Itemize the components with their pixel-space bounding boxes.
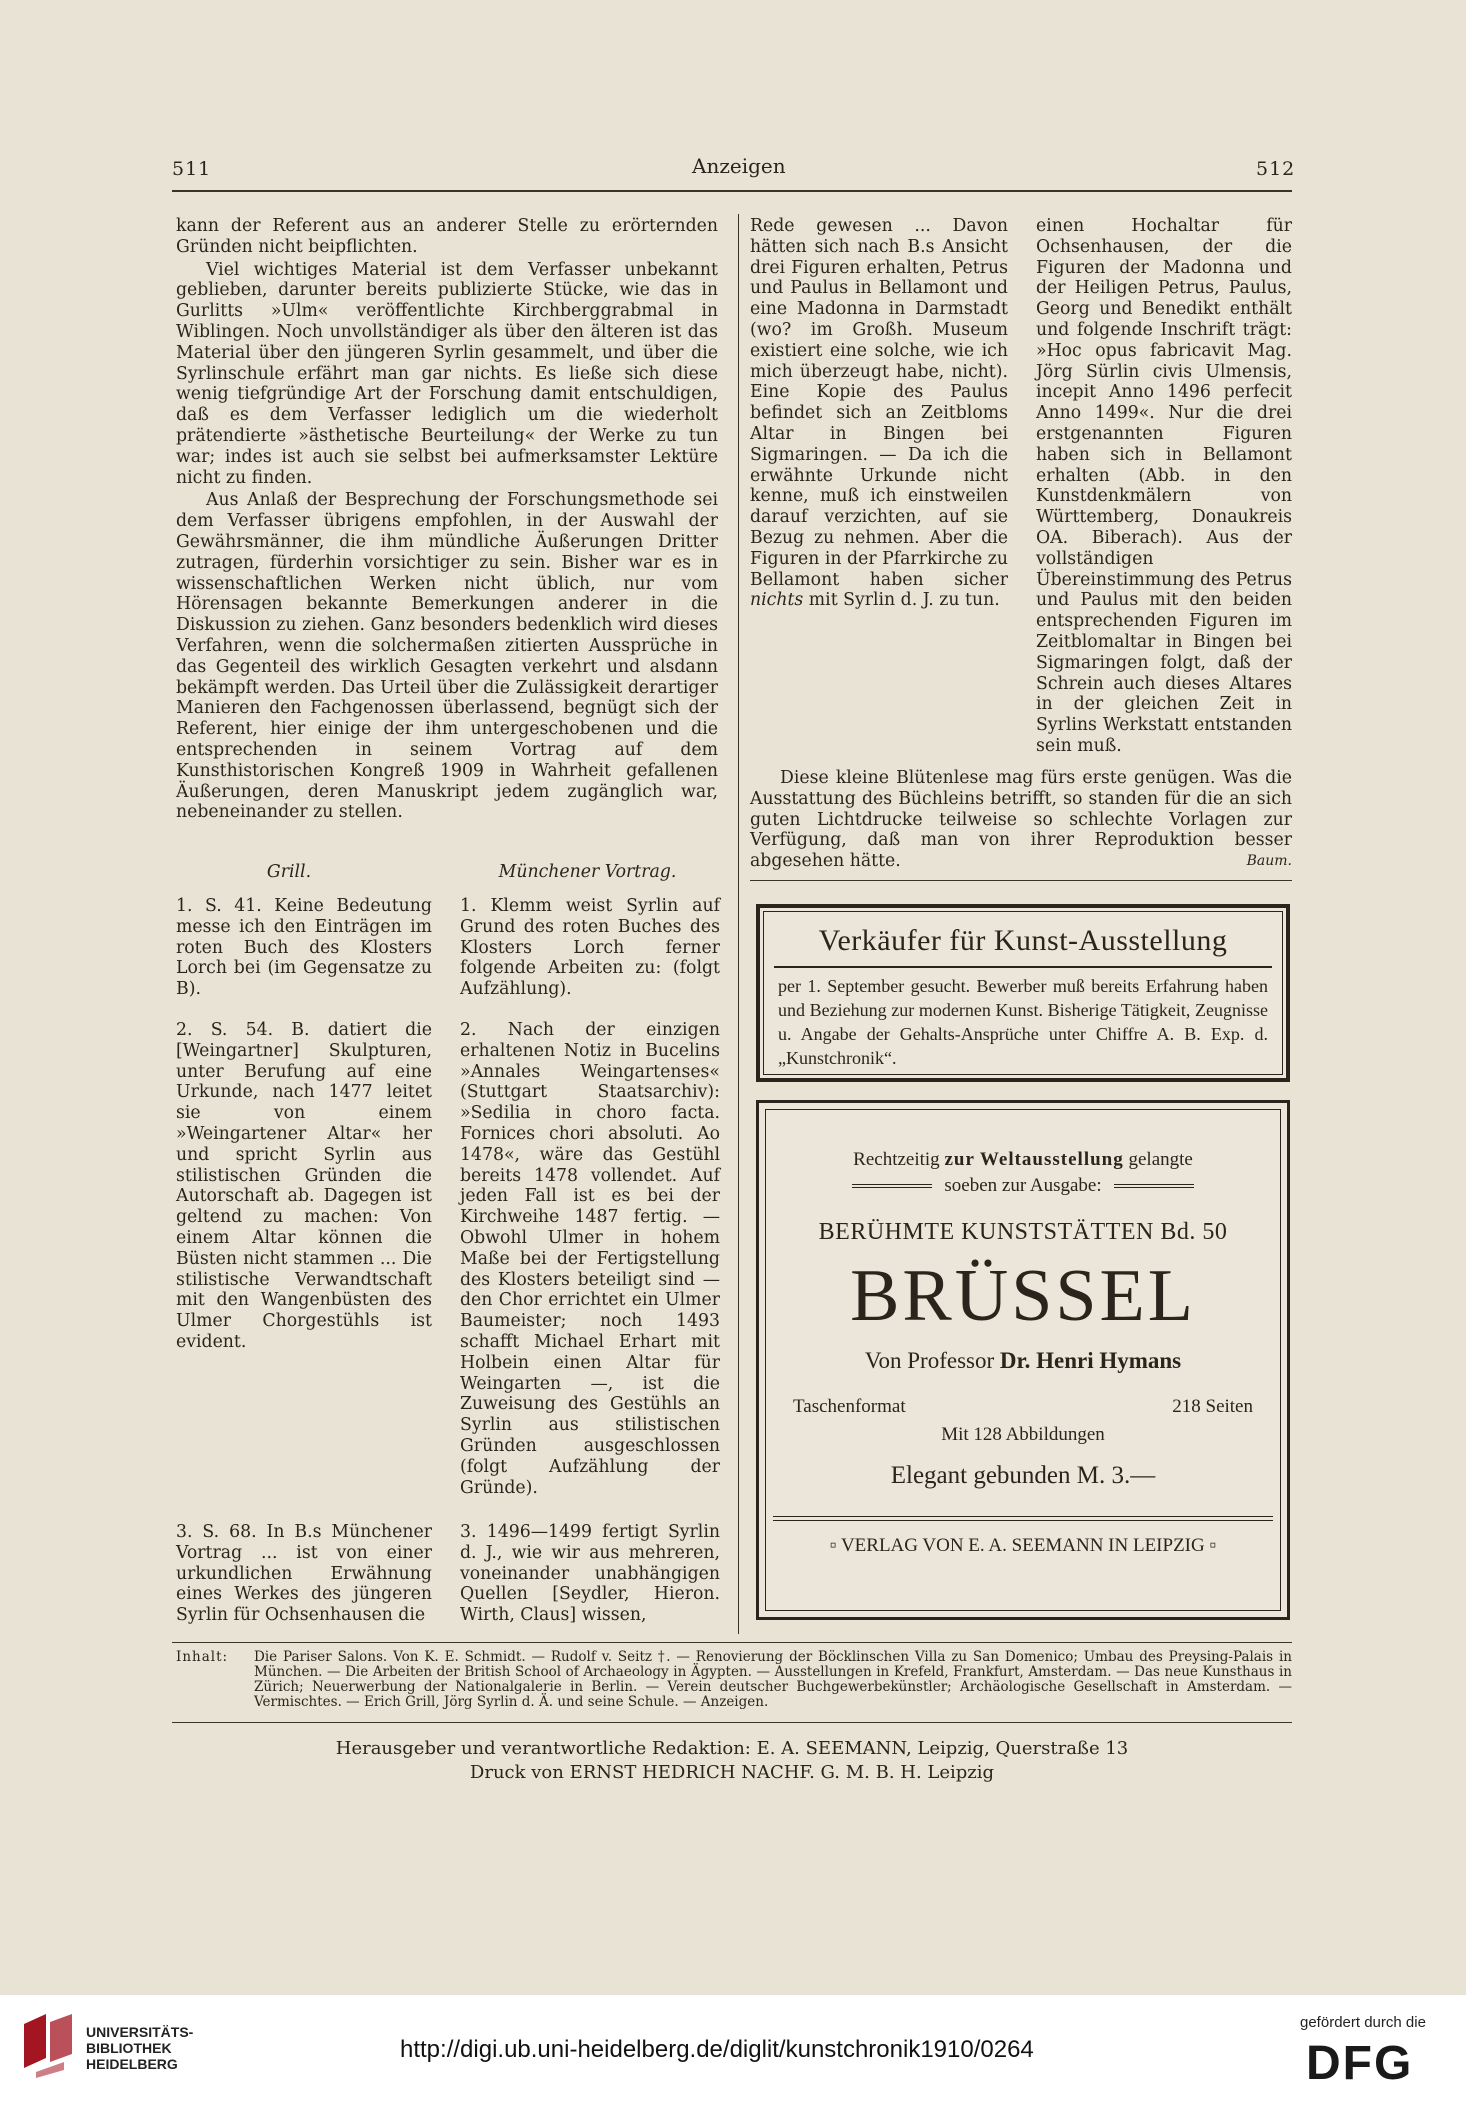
library-name: [86, 2024, 193, 2072]
book-publisher-text: VERLAG VON E. A. SEEMANN IN LEIPZIG: [840, 1535, 1205, 1556]
book-ad-intro-b: zur Weltausstellung: [944, 1149, 1124, 1170]
review-signature: Baum.: [1246, 853, 1292, 870]
book-format: Taschenformat: [793, 1396, 906, 1417]
book-author: [759, 1348, 1287, 1374]
left-column: [176, 216, 718, 825]
ornament-dot-right: ▫: [1209, 1535, 1217, 1556]
book-ad-intro-line2-text: soeben zur Ausgabe:: [944, 1175, 1102, 1196]
left-paragraph-1: kann der Referent aus an anderer Stelle zu erörternden Gründen nicht beipflichten.: [176, 216, 718, 257]
book-advertisement: [756, 1100, 1290, 1620]
left-paragraph-2: Viel wichtiges Material ist dem Verfasser unbekannt geblieben, darunter bereits publizierte Stücke, wie das in Gurlitts »Ulm« veröffentlichte Kirchberggrabmal in Wiblingen. Noch unvollständiger als über den älteren ist das Material über den jüngeren Syrlin gesammelt, und über die Syrlinschule erfährt man gar nichts. Es ließe sich diese wenig tiefgründige Art der Forschung damit entschuldigen, daß es dem Verfasser lediglich um die wiederholt prätendierte »ästhetische Beurteilung« der Werke zu tun war; indes ist auch sie selbst bei aufmerksamster Lektüre nicht zu finden.: [176, 259, 718, 488]
job-ad-divider: [774, 966, 1272, 968]
inhalt-text: Die Pariser Salons. Von K. E. Schmidt. — Rudolf v. Seitz †. — Renovierung der Böcklinschen Villa zu San Domenico; Umbau des Preysing-Palais in München. — Die Arbeiten der British School of Archaeology in Ägypten. — Ausstellungen in Krefeld, Frankfurt, Amsterdam. — Das neue Kunsthaus in Zürich; Neuerwerbung der Nationalgalerie in Berlin. — Verein deutscher Buchgewerbekünstler; Archäologische Gesellschaft in Amsterdam. — Vermischtes. — Erich Grill, Jörg Syrlin d. Ä. und seine Schule. — Anzeigen.: [254, 1649, 1292, 1710]
funding-note: gefördert durch die: [1300, 2014, 1426, 2031]
comparison-head-vortrag: Münchener Vortrag.: [498, 862, 677, 882]
page-number-left: 511: [172, 158, 212, 180]
grill-point-3: 3. S. 68. In B.s Münchener Vortrag ... ist von einer urkundlichen Erwähnung eines Werkes des jüngeren Syrlin für Ochsenhausen die: [176, 1522, 432, 1626]
ornament-rule-left: [852, 1184, 932, 1188]
book-ad-intro-c: gelangte: [1128, 1149, 1193, 1170]
imprint-line-2: Druck von ERNST HEDRICH NACHF. G. M. B. H. Leipzig: [469, 1762, 995, 1783]
inhalt-rule: [172, 1642, 1292, 1643]
book-ad-intro: [759, 1149, 1287, 1171]
ornament-rule-right: [1114, 1184, 1194, 1188]
book-details: [759, 1396, 1287, 1418]
book-publisher: [759, 1535, 1287, 1557]
table-of-contents: [176, 1650, 1292, 1710]
inhalt-label: Inhalt:: [176, 1649, 229, 1665]
book-ad-intro-a: Rechtzeitig: [853, 1149, 940, 1170]
vortrag-point-1: 1. Klemm weist Syrlin auf Grund des roten Buches des Klosters Lorch ferner folgende Arbeiten zu: (folgt Aufzählung).: [460, 896, 720, 1000]
left-paragraph-3: Aus Anlaß der Besprechung der Forschungsmethode sei dem Verfasser übrigens empfohlen, in der Auswahl der Gewährsmänner, die ihm mündliche Äußerungen Dritter zutragen, fürderhin vorsichtiger zu sein. Bisher war es in wissenschaftlichen Werken nicht üblich, nur vom Hörensagen bekannte Bemerkungen anderer in die Diskussion zu ziehen. Ganz besonders bedenklich wird dieses Verfahren, wenn die solchermaßen zitierten Aussprüche in das Gegenteil des wirklich Gesagten verkehrt und alsdann bekämpft werden. Das Urteil über die Zulässigkeit derartiger Manieren den Fachgenossen überlassend, begnügt sich der Referent, hier einige der ihm untergeschobenen und die entsprechenden in seinem Vortrag auf dem Kunsthistorischen Kongreß 1909 in Wahrheit gefallenen Äußerungen, deren Manuskript jedem zugänglich war, nebeneinander zu stellen.: [176, 490, 718, 823]
inhalt-bottom-rule: [172, 1722, 1292, 1723]
book-title: BRÜSSEL: [850, 1255, 1196, 1337]
library-name-line-3: HEIDELBERG: [86, 2056, 178, 2072]
library-logo-icon: [24, 2014, 74, 2078]
closing-rule: [750, 880, 1292, 881]
middle-column-text: Rede gewesen ... Davon hätten sich nach B.s Ansicht drei Figuren erhalten, Petrus und Paulus in Bellamont und eine Madonna in Darmstadt (wo? im Großh. Museum existiert eine solche, wie ich mich überzeugt habe, nicht). Eine Kopie des Paulus befindet sich an Zeitbloms Altar in Bingen bei Sigmaringen. — Da ich die erwähnte Urkunde nicht kenne, muß ich einstweilen darauf verzichten, auf sie Bezug zu nehmen. Aber die Figuren in der Pfarrkirche zu Bellamont haben sicher: [750, 216, 1008, 590]
middle-column-italic: nichts: [750, 590, 804, 611]
library-name-line-2: BIBLIOTHEK: [86, 2040, 172, 2056]
header-rule: [172, 190, 1292, 192]
closing-text: Diese kleine Blütenlese mag fürs erste genügen. Was die Ausstattung des Büchleins betrifft, so standen für die an sich guten Lichtdrucke teilweise so schlechte Vorlagen zur Verfügung, daß man von ihrer Reproduktion besser abgesehen hätte.: [750, 768, 1292, 872]
book-ad-intro-line2: [759, 1175, 1287, 1197]
book-illustrations: Mit 128 Abbildungen: [941, 1424, 1105, 1445]
page-number-right: 512: [1256, 158, 1296, 180]
vortrag-point-3: 3. 1496—1499 fertigt Syrlin d. J., wie wir aus mehreren, voneinander unabhängigen Quellen [Seydler, Hieron. Wirth, Claus] wissen,: [460, 1522, 720, 1626]
running-title: Anzeigen: [692, 154, 786, 178]
job-ad-body: per 1. September gesucht. Bewerber muß bereits Erfahrung haben und Beziehung zur modernen Kunst. Bisherige Tätigkeit, Zeugnisse u. Angabe der Gehalts-Ansprüche unter Chiffre A. B. Exp. d. „Kunstchronik“.: [778, 976, 1268, 1068]
book-price: Elegant gebunden M. 3.—: [890, 1462, 1156, 1489]
book-pages: 218 Seiten: [1172, 1396, 1253, 1417]
right-column: einen Hochaltar für Ochsenhausen, der die Figuren der Madonna und der Heiligen Petrus, Paulus, Georg und Benedikt enthält und folgende Inschrift trägt: »Hoc opus fabricavit Mag. Jörg Sürlin civis Ulmensis, incepit Anno 1496 perfecit Anno 1499«. Nur die drei erstgenannten Figuren haben sich in Bellamont erhalten (Abb. in den Kunstdenkmälern von Württemberg, Donaukreis OA. Biberach). Aus der vollständigen Übereinstimmung des Petrus und Paulus mit den beiden entsprechenden Figuren im Zeitblomaltar in Bingen bei Sigmaringen folgt, daß der Schrein auch dieses Altares in der gleichen Zeit in Syrlins Werkstatt entstanden sein muß.: [1036, 216, 1292, 756]
book-author-name: Dr. Henri Hymans: [999, 1348, 1182, 1373]
comparison-head-grill: Grill.: [266, 862, 312, 882]
job-advertisement: [756, 904, 1290, 1082]
book-author-prefix: Von Professor: [864, 1348, 995, 1373]
column-divider: [738, 214, 739, 1634]
dfg-logo: DFG: [1306, 2037, 1414, 2090]
middle-column: [750, 216, 1008, 611]
imprint-line-1: Herausgeber und verantwortliche Redaktion: E. A. SEEMANN, Leipzig, Querstraße 13: [335, 1738, 1129, 1759]
book-series: BERÜHMTE KUNSTSTÄTTEN Bd. 50: [818, 1219, 1228, 1245]
closing-paragraph: [750, 768, 1292, 872]
ornament-dot-left: ▫: [829, 1535, 837, 1556]
middle-column-text-end: mit Syrlin d. J. zu tun.: [808, 590, 1000, 611]
job-ad-title: Verkäufer für Kunst-Ausstellung: [818, 924, 1228, 957]
vortrag-point-2: 2. Nach der einzigen erhaltenen Notiz in Bucelins »Annales Weingartenses« (Stuttgart Staatsarchiv): »Sedilia in choro facta. Fornices chori absoluti. Ao 1478«, wäre das Gestühl bereits 1478 vollendet. Auf jeden Fall ist es bei der Kirchweihe 1487 fertig. — Obwohl Ulmer in hohem Maße bei der Fertigstellung des Klosters beteiligt sind — den Chor errichtet ein Ulmer Baumeister; noch 1493 schafft Michael Erhart mit Holbein einen Altar für Weingarten —, ist die Zuweisung des Gestühls an Syrlin aus stilistischen Gründen ausgeschlossen (folgt Aufzählung der Gründe).: [460, 1020, 720, 1498]
library-name-line-1: UNIVERSITÄTS-: [86, 2024, 194, 2040]
book-ad-rule: [773, 1516, 1273, 1521]
grill-point-2: 2. S. 54. B. datiert die [Weingartner] Skulpturen, unter Berufung auf eine Urkunde, nach 1477 leitet sie von einem »Weingartener Altar« her und spricht Syrlin aus stilistischen Gründen die Autorschaft ab. Dagegen ist geltend zu machen: Von einem Altar können die Büsten nicht stammen ... Die stilistische Verwandtschaft mit den Wangenbüsten des Ulmer Chorgestühls ist evident.: [176, 1020, 432, 1352]
source-url-link[interactable]: http://digi.ub.uni-heidelberg.de/diglit/kunstchronik1910/0264: [400, 2036, 1034, 2063]
grill-point-1: 1. S. 41. Keine Bedeutung messe ich den Einträgen im roten Buch des Klosters Lorch bei (im Gegensatze zu B).: [176, 896, 432, 1000]
